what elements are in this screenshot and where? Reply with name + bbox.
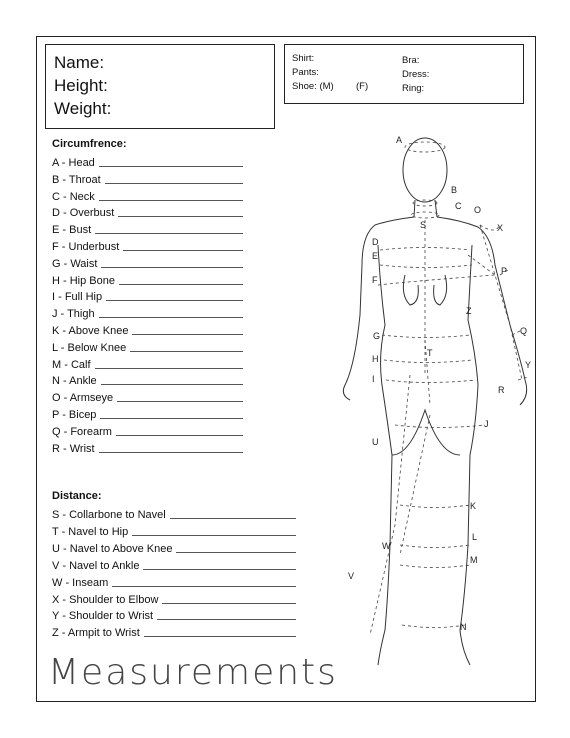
figure-label-w: W — [382, 541, 391, 551]
circumference-row — [52, 305, 243, 320]
circumference-write-line[interactable] — [123, 250, 243, 251]
pants-label: Pants: — [292, 67, 319, 78]
distance-label: W - Inseam — [52, 576, 109, 589]
figure-label-i: I — [372, 374, 375, 384]
circumference-row — [52, 288, 243, 303]
circumference-write-line[interactable] — [100, 418, 243, 419]
bra-label: Bra: — [402, 55, 420, 66]
circumference-write-line[interactable] — [99, 317, 243, 318]
figure-label-a: A — [396, 135, 403, 145]
circumference-row — [52, 372, 243, 387]
figure-label-c: C — [455, 201, 462, 211]
distance-label: Y - Shoulder to Wrist — [52, 610, 154, 623]
circumference-write-line[interactable] — [99, 200, 243, 201]
left-breast-outline — [403, 275, 418, 305]
circumference-row — [52, 238, 243, 253]
figure-label-u: U — [372, 437, 379, 447]
circumference-write-line[interactable] — [105, 183, 243, 184]
circumference-label: G - Waist — [52, 257, 98, 270]
distance-row — [52, 574, 296, 589]
figure-label-s: S — [420, 220, 427, 230]
circumference-label: O - Armseye — [52, 392, 114, 405]
figure-label-r: R — [498, 385, 505, 395]
personal-info-box — [45, 44, 275, 129]
height-label: Height: — [54, 76, 108, 95]
circumference-write-line[interactable] — [119, 284, 243, 285]
figure-label-o: O — [474, 205, 482, 215]
circumference-label: B - Throat — [52, 173, 101, 186]
circumference-row — [52, 221, 243, 236]
sizes-box — [284, 44, 524, 104]
circumference-label: E - Bust — [52, 224, 92, 237]
circumference-label: I - Full Hip — [52, 291, 103, 304]
distance-label: Z - Armpit to Wrist — [52, 627, 140, 640]
figure-labels — [348, 135, 531, 632]
shirt-label: Shirt: — [292, 53, 315, 64]
figure-label-x: X — [497, 223, 504, 233]
circumference-row — [52, 171, 243, 186]
weight-label: Weight: — [54, 99, 112, 118]
distance-row — [52, 591, 296, 606]
distance-label: T - Navel to Hip — [52, 525, 129, 538]
circumference-label: D - Overbust — [52, 207, 115, 220]
circumference-label: P - Bicep — [52, 409, 97, 421]
figure-label-k: K — [470, 501, 477, 511]
distance-write-line[interactable] — [143, 569, 296, 570]
circumference-label: J - Thigh — [52, 308, 95, 321]
circumference-write-line[interactable] — [130, 351, 243, 352]
circumference-row — [52, 188, 243, 203]
right-arm-outline — [437, 217, 527, 405]
circumference-row — [52, 339, 243, 354]
circumference-write-line[interactable] — [99, 166, 243, 167]
inner-leg-outline — [392, 410, 460, 455]
figure-label-m: M — [470, 555, 478, 565]
figure-label-t: T — [427, 348, 433, 358]
distance-label: S - Collarbone to Navel — [52, 509, 166, 521]
circumference-title: Circumfrence: — [52, 138, 127, 150]
figure-label-b: B — [451, 185, 458, 195]
figure-label-y: Y — [525, 360, 532, 370]
figure-label-g: G — [373, 331, 381, 341]
figure-label-e: E — [372, 251, 379, 261]
figure-label-j: J — [484, 419, 489, 429]
shoe-label: Shoe: (M) — [292, 81, 334, 92]
figure-label-l: L — [472, 532, 478, 542]
distance-write-line[interactable] — [157, 619, 296, 620]
circumference-row — [52, 204, 243, 219]
circumference-write-line[interactable] — [132, 334, 243, 335]
figure-label-p: P — [501, 266, 508, 276]
figure-label-q: Q — [520, 326, 528, 336]
circumference-label: L - Below Knee — [52, 341, 127, 354]
measurements-title: Measurements — [48, 652, 338, 693]
circumference-write-line[interactable] — [117, 401, 243, 402]
figure-label-d: D — [372, 237, 379, 247]
circumference-label: N - Ankle — [52, 375, 97, 388]
circumference-row — [52, 423, 243, 438]
head-outline — [403, 138, 447, 202]
distance-row — [52, 506, 296, 521]
circumference-row — [52, 406, 243, 421]
shoe-female-label: (F) — [356, 81, 369, 92]
circumference-row — [52, 322, 243, 337]
distance-write-line[interactable] — [170, 518, 296, 519]
circumference-row — [52, 255, 243, 270]
circumference-label: Q - Forearm — [52, 425, 112, 438]
distance-write-line[interactable] — [112, 586, 296, 587]
dress-label: Dress: — [402, 69, 430, 80]
circumference-write-line[interactable] — [99, 452, 243, 453]
circumference-row — [52, 356, 243, 371]
figure-label-z: Z — [466, 306, 472, 316]
figure-label-f: F — [372, 275, 378, 285]
circumference-row — [52, 440, 243, 455]
distance-row — [52, 557, 296, 572]
figure-label-n: N — [460, 622, 467, 632]
distance-write-line[interactable] — [144, 636, 296, 637]
distance-label: U - Navel to Above Knee — [52, 542, 173, 555]
circumference-row — [52, 389, 243, 404]
left-leg-outline — [378, 245, 392, 665]
figure-label-h: H — [372, 354, 379, 364]
circumference-write-line[interactable] — [101, 384, 243, 385]
circumference-label: K - Above Knee — [52, 325, 129, 337]
distance-write-line[interactable] — [176, 552, 296, 553]
neck-outline — [414, 200, 437, 217]
circumference-row — [52, 272, 243, 287]
distance-write-line[interactable] — [132, 535, 296, 536]
circumference-write-line[interactable] — [101, 267, 243, 268]
circumference-label: F - Underbust — [52, 241, 120, 253]
circumference-label: H - Hip Bone — [52, 274, 115, 287]
name-label: Name: — [54, 53, 105, 72]
distance-row — [52, 624, 296, 639]
circumference-write-line[interactable] — [118, 216, 243, 217]
circumference-row — [52, 154, 243, 169]
distance-row — [52, 607, 296, 622]
distance-label: V - Navel to Ankle — [52, 559, 140, 572]
figure-label-v: V — [348, 571, 355, 581]
distance-title: Distance: — [52, 490, 102, 502]
circumference-label: A - Head — [52, 157, 95, 169]
distance-row — [52, 540, 296, 555]
circumference-write-line[interactable] — [106, 300, 243, 301]
distance-label: X - Shoulder to Elbow — [52, 593, 159, 606]
circumference-label: M - Calf — [52, 358, 91, 371]
circumference-write-line[interactable] — [116, 435, 243, 436]
circumference-label: C - Neck — [52, 190, 95, 203]
ring-label: Ring: — [402, 83, 425, 94]
left-arm-outline — [343, 217, 414, 400]
circumference-write-line[interactable] — [95, 233, 243, 234]
circumference-label: R - Wrist — [52, 442, 95, 455]
distance-row — [52, 523, 296, 538]
body-figure-illustration — [300, 125, 540, 685]
distance-write-line[interactable] — [162, 603, 296, 604]
circumference-write-line[interactable] — [95, 368, 244, 369]
